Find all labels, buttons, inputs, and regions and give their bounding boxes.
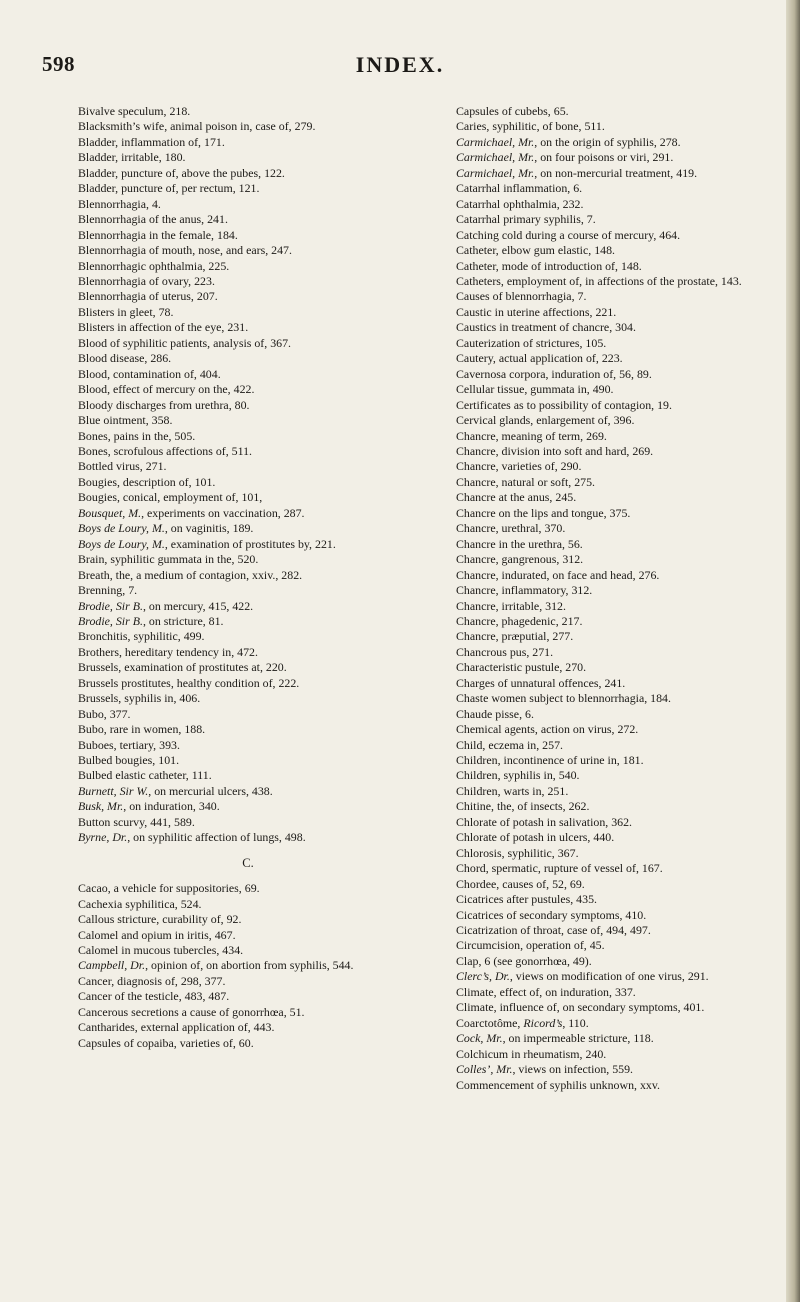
index-entry: Cicatrices of secondary symptoms, 410. [456,907,647,922]
index-entry: Chancre, natural or soft, 275. [456,474,596,489]
index-entry: Calomel and opium in iritis, 467. [78,927,236,942]
index-entry: Cancer, diagnosis of, 298, 377. [78,973,226,988]
index-entry: Chancre, phagedenic, 217. [456,613,583,628]
page-number: 598 [42,52,75,76]
index-entry: Bulbed elastic catheter, 111. [78,768,212,783]
index-entry: Causes of blennorrhagia, 7. [456,289,587,304]
index-entry: Cautery, actual application of, 223. [456,351,623,366]
index-entry: Campbell, Dr., opinion of, on abortion from syphilis, 544. [78,958,354,973]
index-entry: Boys de Loury, M., on vaginitis, 189. [78,521,254,536]
index-entry: Boys de Loury, M., examination of prostitutes by, 221. [78,536,336,551]
index-entry: Blisters in affection of the eye, 231. [78,320,249,335]
index-entry: Climate, effect of, on induration, 337. [456,984,636,999]
index-entry: Carmichael, Mr., on four poisons or viri, 291. [456,150,674,165]
index-entry: Bladder, puncture of, per rectum, 121. [78,181,260,196]
index-entry: Brussels, syphilis in, 406. [78,691,201,706]
index-entry: Chancre, urethral, 370. [456,521,566,536]
index-entry: Chordee, causes of, 52, 69. [456,876,585,891]
index-entry: Chancre on the lips and tongue, 375. [456,505,631,520]
index-entry: Charges of unnatural offences, 241. [456,675,626,690]
index-entry: Chlorosis, syphilitic, 367. [456,845,579,860]
index-entry: Climate, influence of, on secondary symptoms, 401. [456,1000,705,1015]
index-entry: Blennorrhagia in the female, 184. [78,227,238,242]
index-entry: Clerc’s, Dr., views on modification of one virus, 291. [456,969,709,984]
index-entry: Busk, Mr., on induration, 340. [78,799,220,814]
index-entry: Coarctotôme, Ricord’s, 110. [456,1015,589,1030]
index-entry: Bougies, conical, employment of, 101, [78,490,263,505]
index-entry: Bottled virus, 271. [78,459,167,474]
index-entry: Carmichael, Mr., on non-mercurial treatment, 419. [456,165,698,180]
index-entry: Catheter, mode of introduction of, 148. [456,258,642,273]
index-entry: Chemical agents, action on virus, 272. [456,722,639,737]
index-entry: Blisters in gleet, 78. [78,304,174,319]
index-entry: Chancre in the urethra, 56. [456,536,583,551]
index-entry: Cantharides, external application of, 443. [78,1020,275,1035]
index-entry: Bubo, rare in women, 188. [78,722,206,737]
index-entry: Children, syphilis in, 540. [456,768,580,783]
index-entry: Buboes, tertiary, 393. [78,737,180,752]
index-entry: Caustic in uterine affections, 221. [456,304,617,319]
index-entry: Blennorrhagia of ovary, 223. [78,273,215,288]
index-entry: Chord, spermatic, rupture of vessel of, 167. [456,861,663,876]
index-entry: Bladder, irritable, 180. [78,150,186,165]
page-title: INDEX. [355,52,445,77]
index-entry: Chancre, division into soft and hard, 269. [456,443,654,458]
index-entry: Blennorrhagic ophthalmia, 225. [78,258,230,273]
index-entry: Bones, pains in the, 505. [78,428,196,443]
index-entry: Chaude pisse, 6. [456,706,534,721]
index-entry: Burnett, Sir W., on mercurial ulcers, 438. [78,783,273,798]
index-entry: Catarrhal ophthalmia, 232. [456,196,584,211]
left-entries [78,104,418,846]
index-entry: Bougies, description of, 101. [78,474,216,489]
index-entry: Chancre, indurated, on face and head, 276. [456,567,660,582]
index-entry: Children, warts in, 251. [456,783,569,798]
index-entry: Calomel in mucous tubercles, 434. [78,943,244,958]
index-entry: Blue ointment, 358. [78,413,173,428]
index-entry: Chancre, meaning of term, 269. [456,428,607,443]
index-entry: Blood, effect of mercury on the, 422. [78,382,255,397]
index-entry: Chancre, irritable, 312. [456,598,566,613]
index-entry: Blennorrhagia of mouth, nose, and ears, 247. [78,243,292,258]
index-entry: Cavernosa corpora, induration of, 56, 89. [456,366,652,381]
book-spine-edge [786,0,800,1302]
index-entry: Brussels, examination of prostitutes at, 220. [78,660,287,675]
index-entry: Colles’, Mr., views on infection, 559. [456,1062,634,1077]
index-entry: Caustics in treatment of chancre, 304. [456,320,636,335]
index-entry: Bladder, inflammation of, 171. [78,134,225,149]
index-entry: Cellular tissue, gummata in, 490. [456,382,614,397]
index-entry: Brussels prostitutes, healthy condition of, 222. [78,675,300,690]
index-entry: Blennorrhagia of the anus, 241. [78,212,228,227]
index-entry: Blennorrhagia, 4. [78,196,161,211]
index-entry: Bubo, 377. [78,706,131,721]
index-entry: Cachexia syphilitica, 524. [78,896,202,911]
index-entry: Chaste women subject to blennorrhagia, 184. [456,691,671,706]
section-letter-c: C. [242,855,254,870]
index-entry: Characteristic pustule, 270. [456,660,587,675]
index-entry: Colchicum in rheumatism, 240. [456,1046,607,1061]
index-entry: Caries, syphilitic, of bone, 511. [456,119,605,134]
index-entry: Bulbed bougies, 101. [78,753,180,768]
right-entries [456,104,778,1093]
index-entry: Chancrous pus, 271. [456,644,554,659]
index-entry: Cicatrices after pustules, 435. [456,892,597,907]
index-entry: Bones, scrofulous affections of, 511. [78,443,253,458]
index-entry: Cicatrization of throat, case of, 494, 497. [456,923,651,938]
index-entry: Brothers, hereditary tendency in, 472. [78,644,258,659]
index-entry: Bousquet, M., experiments on vaccination, 287. [78,505,305,520]
index-entry: Chlorate of potash in ulcers, 440. [456,830,615,845]
index-entry: Chancre, varieties of, 290. [456,459,582,474]
index-entry: Children, incontinence of urine in, 181. [456,753,644,768]
index-entry: Bivalve speculum, 218. [78,104,191,118]
index-entry: Catheters, employment of, in affections of the prostate, 143. [456,273,742,288]
index-entry: Catching cold during a course of mercury, 464. [456,227,681,242]
index-entry: Blennorrhagia of uterus, 207. [78,289,218,304]
index-entry: Blood of syphilitic patients, analysis of, 367. [78,335,292,350]
index-entry: Cock, Mr., on impermeable stricture, 118. [456,1031,654,1046]
index-entry: Chitine, the, of insects, 262. [456,799,590,814]
right-index-column [456,104,778,1093]
index-entry: Capsules of copaiba, varieties of, 60. [78,1035,254,1050]
left-entries-c [78,881,418,1051]
index-entry: Catarrhal inflammation, 6. [456,181,583,196]
index-entry: Commencement of syphilis unknown, xxv. [456,1077,660,1092]
index-entry: Brodie, Sir B., on stricture, 81. [78,613,224,628]
index-entry: Brain, syphilitic gummata in the, 520. [78,552,259,567]
index-entry: Certificates as to possibility of contagion, 19. [456,397,672,412]
index-entry: Brodie, Sir B., on mercury, 415, 422. [78,598,254,613]
index-entry: Carmichael, Mr., on the origin of syphilis, 278. [456,134,681,149]
index-entry: Blood disease, 286. [78,351,172,366]
index-entry: Cancerous secretions a cause of gonorrhœa, 51. [78,1004,305,1019]
index-entry: Blood, contamination of, 404. [78,366,221,381]
index-entry: Chancre, gangrenous, 312. [456,552,584,567]
index-entry: Chancre at the anus, 245. [456,490,577,505]
index-entry: Callous stricture, curability of, 92. [78,912,242,927]
index-entry: Chancre, inflammatory, 312. [456,583,593,598]
index-entry: Bloody discharges from urethra, 80. [78,397,250,412]
index-entry: Button scurvy, 441, 589. [78,814,195,829]
index-entry: Blacksmith’s wife, animal poison in, case of, 279. [78,119,316,134]
index-entry: Child, eczema in, 257. [456,737,563,752]
index-entry: Catarrhal primary syphilis, 7. [456,212,596,227]
index-entry: Byrne, Dr., on syphilitic affection of lungs, 498. [78,830,306,845]
index-entry: Circumcision, operation of, 45. [456,938,605,953]
index-entry: Catheter, elbow gum elastic, 148. [456,243,616,258]
index-entry: Cancer of the testicle, 483, 487. [78,989,230,1004]
index-entry: Chlorate of potash in salivation, 362. [456,814,633,829]
index-entry: Bladder, puncture of, above the pubes, 122. [78,165,285,180]
index-entry: Capsules of cubebs, 65. [456,104,569,118]
index-entry: Cauterization of strictures, 105. [456,335,607,350]
index-entry: Bronchitis, syphilitic, 499. [78,629,205,644]
index-entry: Breath, the, a medium of contagion, xxiv., 282. [78,567,303,582]
index-entry: Cervical glands, enlargement of, 396. [456,413,635,428]
index-entry: Clap, 6 (see gonorrhœa, 49). [456,953,592,968]
left-index-column [78,104,418,1051]
index-entry: Chancre, præputial, 277. [456,629,574,644]
index-entry: Brenning, 7. [78,583,138,598]
index-entry: Cacao, a vehicle for suppositories, 69. [78,881,260,896]
